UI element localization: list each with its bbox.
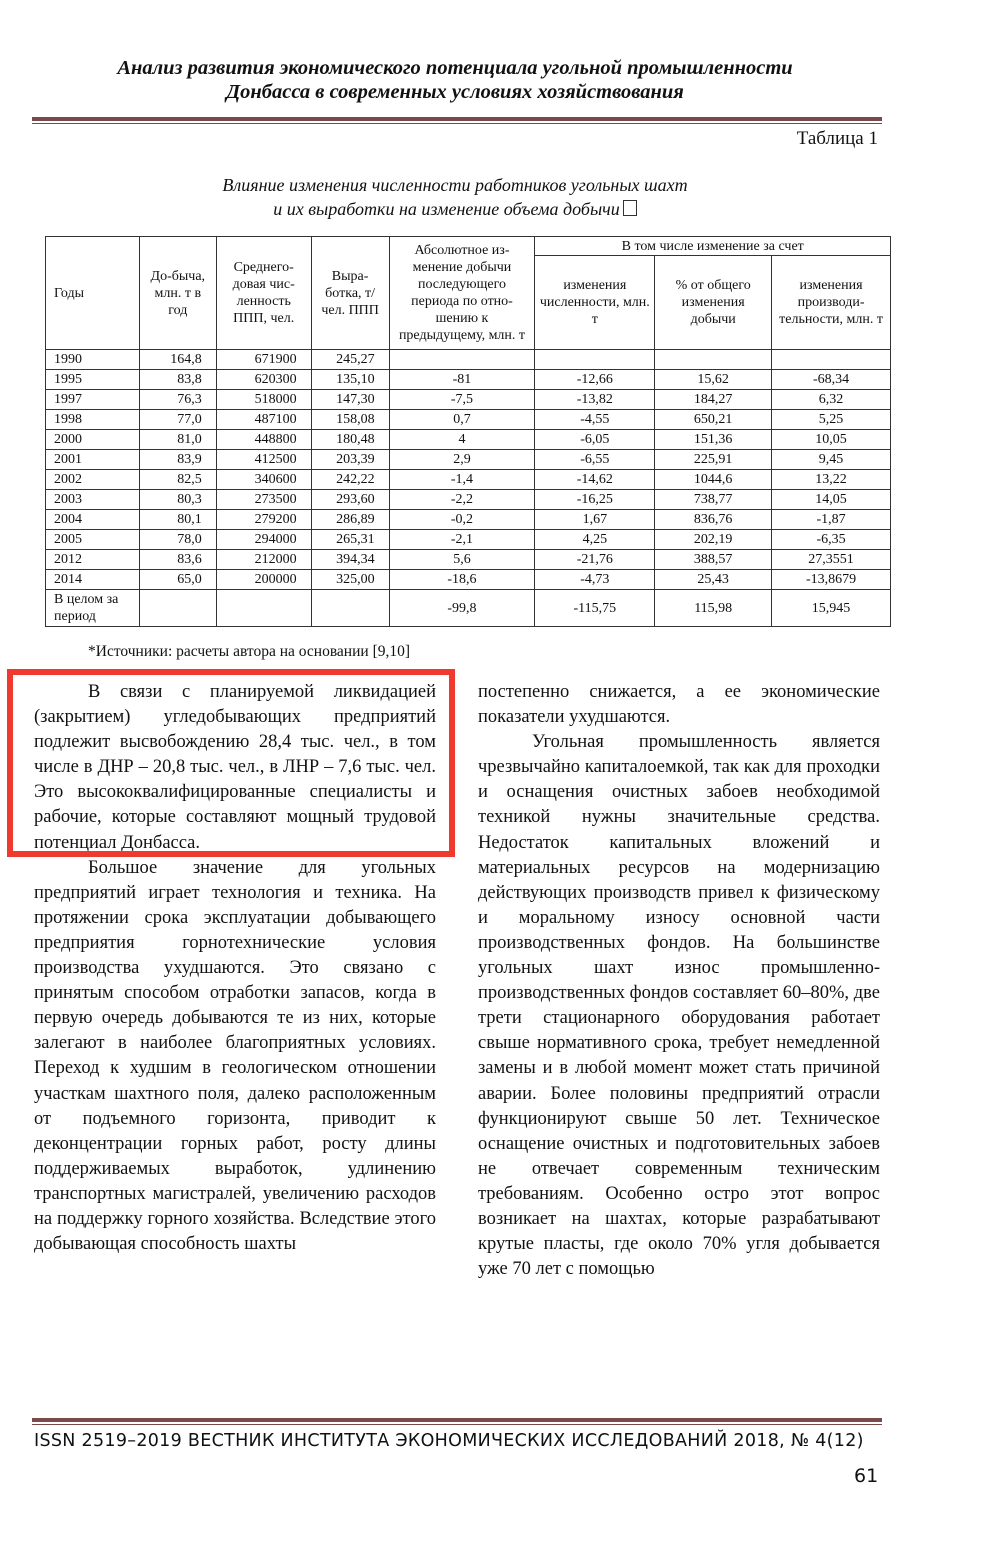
- cell-headcount: 412500: [216, 450, 311, 470]
- right-column: [478, 680, 880, 1282]
- header-rule: [32, 117, 882, 124]
- cell-year: 2005: [46, 530, 140, 550]
- cell-abs-change: -1,4: [389, 470, 535, 490]
- cell-by-headcount: 4,25: [535, 530, 655, 550]
- cell-productivity: 265,31: [311, 530, 389, 550]
- table-total-row: [46, 590, 891, 627]
- header-headcount: Среднего-довая чис-ленность ППП, чел.: [216, 237, 311, 350]
- cell-by-headcount: 1,67: [535, 510, 655, 530]
- left-paragraph-1: В связи с планируемой ликвидацией (закрытием) угледобывающих предприятий подлежит высвобождению 28,4 тыс. чел., в том числе в ДНР – 20,8 тыс. чел., в ЛНР – 7,6 тыс. чел. Это высококвалифицированные специалисты и рабочие, которые составляют мощный трудовой потенциал Донбасса.: [34, 682, 436, 853]
- table-sources: *Источники: расчеты автора на основании [9,10]: [88, 643, 411, 660]
- cell-output: 80,3: [139, 490, 216, 510]
- cell-abs-change: 4: [389, 430, 535, 450]
- cell-productivity: 203,39: [311, 450, 389, 470]
- cell-headcount: 212000: [216, 550, 311, 570]
- header-line-2: Донбасса в современных условиях хозяйствования: [226, 81, 684, 103]
- table-title: [70, 173, 840, 221]
- cell-year: 1998: [46, 410, 140, 430]
- table-row: [46, 370, 891, 390]
- cell-year: 2004: [46, 510, 140, 530]
- right-paragraph-1: постепенно снижается, а ее экономические показатели ухудшаются.: [478, 682, 880, 728]
- header-pct-total: % от общего изменения добычи: [655, 256, 772, 350]
- cell-by-productivity: -1,87: [772, 510, 891, 530]
- header-output: До-бычa, млн. т в год: [139, 237, 216, 350]
- cell-pct-total: 836,76: [655, 510, 772, 530]
- header-years: Годы: [46, 237, 140, 350]
- cell-by-productivity: 13,22: [772, 470, 891, 490]
- cell-headcount: 671900: [216, 350, 311, 370]
- table-title-line-2: и их выработки на изменение объема добычи: [70, 197, 840, 221]
- header-line-1: Анализ развития экономического потенциала угольной промышленности: [117, 57, 793, 79]
- header-by-productivity: изменения производи-тельности, млн. т: [772, 256, 891, 350]
- header-by-headcount: изменения численности, млн. т: [535, 256, 655, 350]
- total-by-headcount: -115,75: [535, 590, 655, 627]
- cell-pct-total: 650,21: [655, 410, 772, 430]
- cell-by-productivity: 14,05: [772, 490, 891, 510]
- cell-by-headcount: -21,76: [535, 550, 655, 570]
- cell-abs-change: -2,1: [389, 530, 535, 550]
- table-title-line-1: Влияние изменения численности работников угольных шахт: [222, 175, 688, 195]
- cell-by-headcount: -13,82: [535, 390, 655, 410]
- cell-abs-change: 5,6: [389, 550, 535, 570]
- cell-output: 65,0: [139, 570, 216, 590]
- cell-year: 2014: [46, 570, 140, 590]
- table-row: [46, 530, 891, 550]
- cell-by-headcount: -12,66: [535, 370, 655, 390]
- cell-pct-total: 151,36: [655, 430, 772, 450]
- cell-productivity: 180,48: [311, 430, 389, 450]
- cell-by-headcount: [535, 350, 655, 370]
- cell-by-headcount: -16,25: [535, 490, 655, 510]
- cell-by-productivity: 10,05: [772, 430, 891, 450]
- footer-rule: [32, 1418, 882, 1425]
- cell-year: 2003: [46, 490, 140, 510]
- cell-headcount: 340600: [216, 470, 311, 490]
- table-row: [46, 490, 891, 510]
- cell-year: 2000: [46, 430, 140, 450]
- cell-output: 76,3: [139, 390, 216, 410]
- cell-abs-change: -0,2: [389, 510, 535, 530]
- cell-headcount: 448800: [216, 430, 311, 450]
- table-row: [46, 430, 891, 450]
- cell-year: 2012: [46, 550, 140, 570]
- cell-pct-total: 225,91: [655, 450, 772, 470]
- cell-output: 83,9: [139, 450, 216, 470]
- cell-by-productivity: [772, 350, 891, 370]
- total-label: В целом за период: [46, 590, 140, 627]
- header-productivity: Выра-ботка, т/чел. ППП: [311, 237, 389, 350]
- cell-productivity: 293,60: [311, 490, 389, 510]
- total-by-productivity: 15,945: [772, 590, 891, 627]
- total-abs-change: -99,8: [389, 590, 535, 627]
- cell-by-productivity: -68,34: [772, 370, 891, 390]
- cell-output: 83,8: [139, 370, 216, 390]
- cell-output: 80,1: [139, 510, 216, 530]
- table-row: [46, 570, 891, 590]
- cell-headcount: 518000: [216, 390, 311, 410]
- cell-abs-change: -18,6: [389, 570, 535, 590]
- cell-productivity: 158,08: [311, 410, 389, 430]
- table-row: [46, 510, 891, 530]
- cell-headcount: 200000: [216, 570, 311, 590]
- cell-by-headcount: -6,55: [535, 450, 655, 470]
- cell-by-headcount: -4,55: [535, 410, 655, 430]
- header-including: В том числе изменение за счет: [535, 237, 891, 256]
- cell-by-headcount: -6,05: [535, 430, 655, 450]
- cell-abs-change: -81: [389, 370, 535, 390]
- cell-productivity: 245,27: [311, 350, 389, 370]
- cell-abs-change: -7,5: [389, 390, 535, 410]
- cell-pct-total: 1044,6: [655, 470, 772, 490]
- cell-output: 82,5: [139, 470, 216, 490]
- right-paragraph-2: Угольная промышленность является чрезвычайно капиталоемкой, так как для проходки и оснащения очистных забоев необходимой техникой нужны значительные средства. Недостаток капитальных вложений и материальных ресурсов на модернизацию действующих производств привел к физическому и моральному износу основной части производственных фондов. На большинстве угольных шахт износ промышленно-производственных фондов составляет 60–80%, две трети стационарного оборудования работает свыше нормативного срока, требует немедленной замены и в любой момент может стать причиной аварии. Более половины предприятий отрасли функционируют свыше 50 лет. Техническое оснащение очистных и подготовительных забоев не отвечает современным техническим требованиям. Особенно остро этот вопрос возникает на шахтах, которые разрабатывают крутые пласты, где около 70% угля добывается уже 70 лет с помощью: [478, 732, 880, 1280]
- cell-output: 78,0: [139, 530, 216, 550]
- cell-by-productivity: 5,25: [772, 410, 891, 430]
- table-row: [46, 550, 891, 570]
- article-header: [30, 56, 880, 104]
- cell-abs-change: -2,2: [389, 490, 535, 510]
- journal-footer: ISSN 2519–2019 ВЕСТНИК ИНСТИТУТА ЭКОНОМИЧЕСКИХ ИССЛЕДОВАНИЙ 2018, № 4(12): [34, 1431, 864, 1451]
- cell-by-productivity: -13,8679: [772, 570, 891, 590]
- table-body: [46, 350, 891, 590]
- cell-pct-total: 15,62: [655, 370, 772, 390]
- cell-abs-change: 2,9: [389, 450, 535, 470]
- cell-year: 1995: [46, 370, 140, 390]
- cell-productivity: 242,22: [311, 470, 389, 490]
- cell-year: 1990: [46, 350, 140, 370]
- table-row: [46, 350, 891, 370]
- table-row: [46, 450, 891, 470]
- cell-abs-change: [389, 350, 535, 370]
- header-abs-change: Абсолютное из-менение добычи последующего периода по отно-шению к предыдущему, млн. т: [389, 237, 535, 350]
- cell-year: 2001: [46, 450, 140, 470]
- cell-pct-total: 202,19: [655, 530, 772, 550]
- data-table: [45, 236, 891, 627]
- cell-by-productivity: -6,35: [772, 530, 891, 550]
- left-paragraph-2: Большое значение для угольных предприятий играет технология и техника. На протяжении срока эксплуатации добывающего предприятия горнотехнические условия производства ухудшаются. Это связано с принятым способом отработки запасов, когда в первую очередь добываются те из них, которые залегают в наиболее благоприятных условиях. Переход к худшим в геологическом отношении участкам шахтного поля, далеко расположенным от подъемного горизонта, приводит к деконцентрации горных работ, росту длины поддерживаемых выработок, удлинению транспортных магистралей, увеличению расходов на поддержку горного хозяйства. Вследствие этого добывающая способность шахты: [34, 857, 436, 1255]
- cell-productivity: 325,00: [311, 570, 389, 590]
- cell-headcount: 620300: [216, 370, 311, 390]
- cell-output: 164,8: [139, 350, 216, 370]
- cell-pct-total: 738,77: [655, 490, 772, 510]
- table-row: [46, 390, 891, 410]
- cell-output: 81,0: [139, 430, 216, 450]
- cell-productivity: 135,10: [311, 370, 389, 390]
- table-row: [46, 470, 891, 490]
- cell-pct-total: 184,27: [655, 390, 772, 410]
- cell-headcount: 487100: [216, 410, 311, 430]
- cell-productivity: 286,89: [311, 510, 389, 530]
- table-number: Таблица 1: [796, 128, 878, 149]
- cell-headcount: 279200: [216, 510, 311, 530]
- highlight-box: [7, 669, 455, 857]
- cell-pct-total: 388,57: [655, 550, 772, 570]
- cell-abs-change: 0,7: [389, 410, 535, 430]
- cell-pct-total: 25,43: [655, 570, 772, 590]
- cell-by-headcount: -4,73: [535, 570, 655, 590]
- cell-productivity: 147,30: [311, 390, 389, 410]
- cell-productivity: 394,34: [311, 550, 389, 570]
- cell-headcount: 273500: [216, 490, 311, 510]
- cell-by-productivity: 9,45: [772, 450, 891, 470]
- cell-by-headcount: -14,62: [535, 470, 655, 490]
- cell-year: 2002: [46, 470, 140, 490]
- cell-pct-total: [655, 350, 772, 370]
- cell-year: 1997: [46, 390, 140, 410]
- cell-by-productivity: 27,3551: [772, 550, 891, 570]
- table-row: [46, 410, 891, 430]
- cell-by-productivity: 6,32: [772, 390, 891, 410]
- cell-output: 83,6: [139, 550, 216, 570]
- page-number: 61: [854, 1465, 879, 1487]
- cell-headcount: 294000: [216, 530, 311, 550]
- cell-output: 77,0: [139, 410, 216, 430]
- total-pct-total: 115,98: [655, 590, 772, 627]
